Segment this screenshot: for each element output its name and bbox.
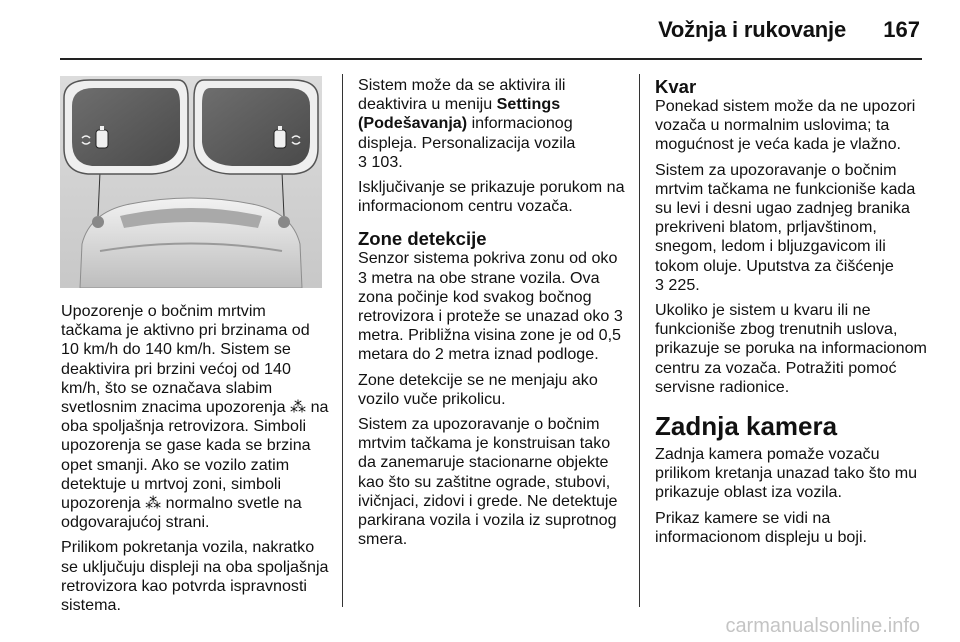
fault-paragraph-2 [655, 161, 927, 295]
page-number: 167 [883, 17, 920, 42]
stationary-objects-paragraph: Sistem za upozoravanje o bočnim mrtvim tačkama je konstruisan tako da zanemaruje stacionarne objekte kao što su zaštitne ograde, stubovi, ivičnjaci, zidovi i grede. Ne detektuje parkirana vozila i vozila iz suprotnog smera. [358, 415, 618, 549]
rear-camera-paragraph-1: Zadnja kamera pomaže vozaču prilikom kretanja unazad tako što mu prikazuje oblast iza vozila. [655, 445, 918, 502]
page-reference[interactable]: 3 103. [358, 152, 403, 171]
settings-text-a: Sistem može da se aktivira ili deaktivira u meniju [358, 76, 566, 114]
watermark: carmanualsonline.info [725, 615, 920, 637]
column-3 [655, 76, 927, 553]
trailer-paragraph: Zone detekcije se ne menjaju ako vozilo vuče prikolicu. [358, 370, 598, 408]
page-reference[interactable]: 3 225. [655, 275, 700, 294]
column-divider-left [342, 74, 343, 607]
column-2 [358, 76, 630, 555]
header-rule [60, 58, 922, 60]
settings-paragraph [358, 76, 630, 172]
fault-text: Sistem za upozoravanje o bočnim mrtvim tačkama ne funkcioniše kada su levi i desni ugao zadnjeg branika prekriveni blatom, prljavštinom, snegom, ledom i bljuzgavicom ili tokom oluje. Uputstva za čišćenje [655, 160, 916, 275]
rear-camera-paragraph-2: Prikaz kamere se vidi na informacionom displeju u boji. [655, 508, 868, 546]
mirror-illustration [60, 76, 322, 288]
fault-paragraph-1: Ponekad sistem može da ne upozori vozača u normalnim uslovima; ta mogućnost je veća kada je vlažno. [655, 97, 916, 154]
page-header-title: Vožnja i rukovanje [658, 17, 846, 42]
detection-zones-heading: Zone detekcije [358, 228, 487, 250]
column-divider-right [639, 74, 640, 607]
deactivation-message-paragraph: Isključivanje se prikazuje porukom na informacionom centru vozača. [358, 178, 625, 216]
settings-text-c: informacionog displeja. Personalizacija vozila [358, 114, 576, 152]
blind-spot-speed-paragraph: Upozorenje o bočnim mrtvim tačkama je aktivno pri brzinama od 10 km/h do 140 km/h. Sistem se deaktivira pri brzini većoj od 140 km/h, što se označava slabim svetlosnim znacima upozorenja ⁂ na oba spoljašnja retrovizora. Simboli upozorenja se gase kada se brzina opet smanji. Ako se vozilo zatim detektuje u mrtvoj zoni, simboli upozorenja ⁂ normalno svetle na odgovarajućoj strani. [61, 302, 329, 532]
startup-display-paragraph: Prilikom pokretanja vozila, nakratko se uključuju displeji na oba spoljašnja retrovizora kao potvrda ispravnosti sistema. [61, 538, 329, 615]
fault-heading: Kvar [655, 76, 697, 97]
fault-paragraph-3: Ukoliko je sistem u kvaru ili ne funkcioniše zbog trenutnih uslova, prikazuje se poruka na informacionom centru za vozača. Potražiti pomoć servisne radionice. [655, 301, 927, 396]
settings-menu-name: Settings (Podešavanja) [358, 95, 561, 133]
detection-zone-paragraph: Senzor sistema pokriva zonu od oko 3 metra na obe strane vozila. Ova zona počinje kod svakog bočnog retrovizora i proteže se unazad oko 3 metra. Približna visina zone je od 0,5 metara do 2 metra iznad podloge. [358, 249, 623, 364]
mirror-warning-illustration [60, 76, 322, 288]
column-1 [61, 302, 331, 621]
rear-camera-heading: Zadnja kamera [655, 411, 838, 442]
